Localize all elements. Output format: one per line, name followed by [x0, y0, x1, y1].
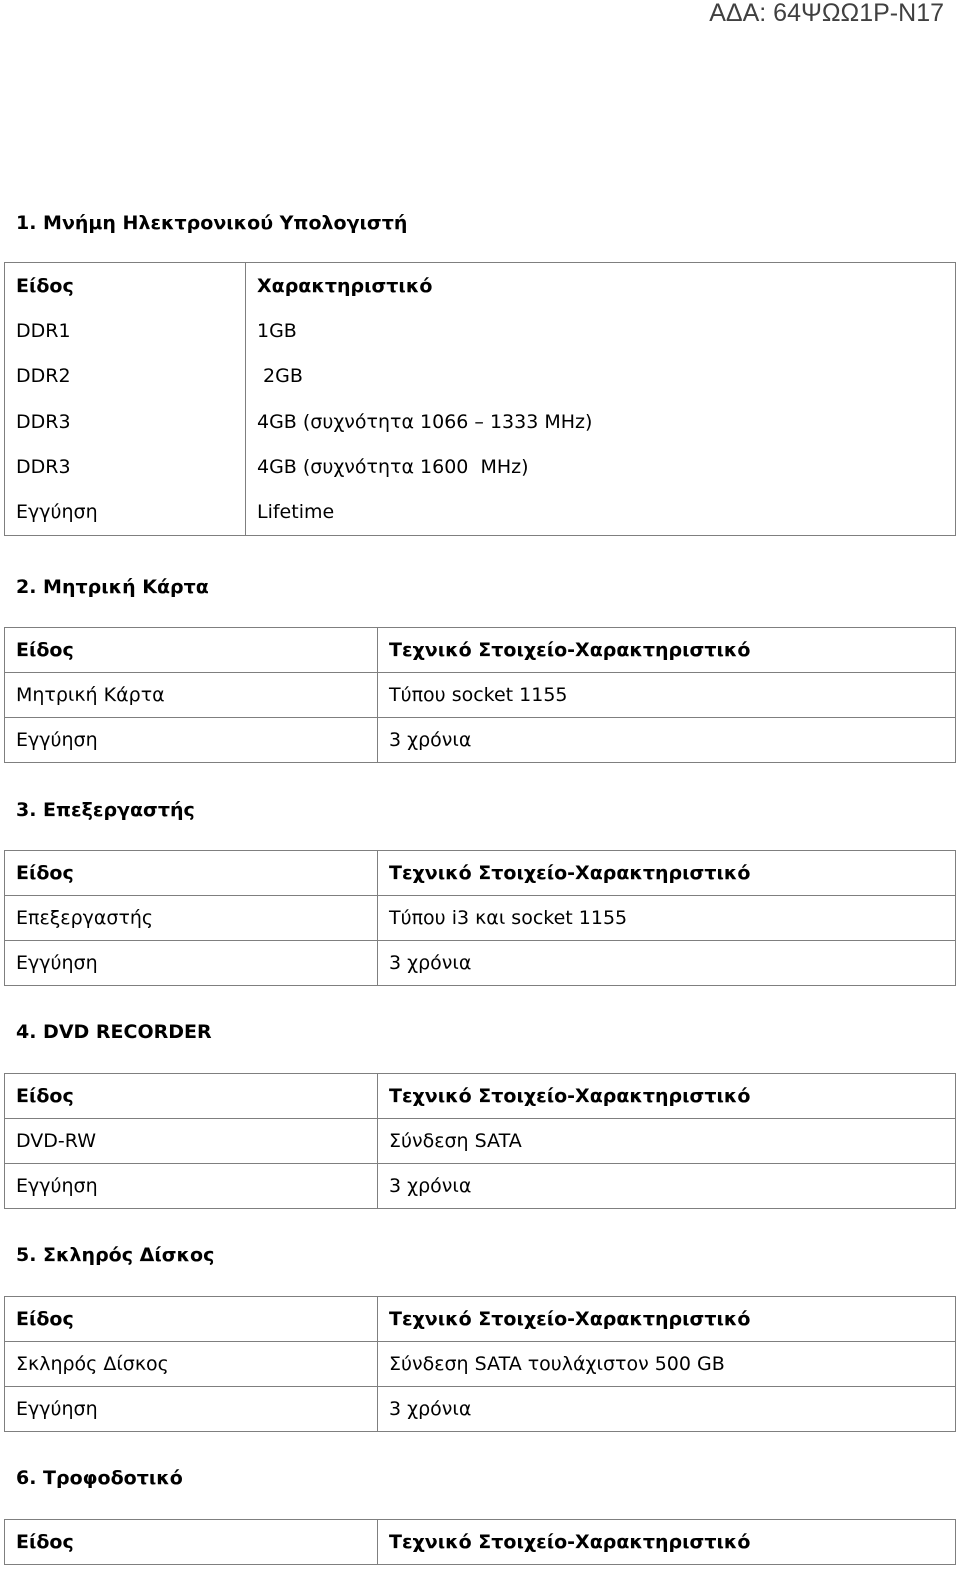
table-header-row — [5, 851, 956, 896]
ada-code: ΑΔΑ: 64ΨΩΩ1Ρ-Ν17 — [709, 0, 944, 27]
col-header-type: Είδος — [5, 851, 378, 896]
cell-value: Σύνδεση SATA — [378, 1119, 956, 1164]
cell-type: Εγγύηση — [5, 718, 378, 763]
cell-type: DDR2 — [5, 354, 246, 399]
section-title-hard-disk: 5. Σκληρός Δίσκος — [16, 1244, 215, 1266]
cell-value: 3 χρόνια — [378, 1387, 956, 1432]
cell-type: Σκληρός Δίσκος — [5, 1342, 378, 1387]
table-row — [5, 399, 956, 444]
cell-type: Εγγύηση — [5, 941, 378, 986]
cell-type: DDR3 — [5, 444, 246, 489]
table-header-row — [5, 1520, 956, 1565]
cell-value: 3 χρόνια — [378, 1164, 956, 1209]
section-title-memory: 1. Μνήμη Ηλεκτρονικού Υπολογιστή — [16, 212, 408, 234]
table-row — [5, 444, 956, 489]
table-row — [5, 896, 956, 941]
memory-spec-table — [4, 262, 956, 536]
section-title-power-supply: 6. Τροφοδοτικό — [16, 1467, 183, 1489]
col-header-type: Είδος — [5, 628, 378, 673]
cell-value: 3 χρόνια — [378, 718, 956, 763]
table-row — [5, 1342, 956, 1387]
cell-value: 1GB — [246, 308, 956, 353]
col-header-type: Είδος — [5, 1297, 378, 1342]
table-row — [5, 941, 956, 986]
col-header-characteristic: Τεχνικό Στοιχείο-Χαρακτηριστικό — [378, 1074, 956, 1119]
power-supply-spec-table — [4, 1519, 956, 1565]
cell-type: DDR3 — [5, 399, 246, 444]
table-header-row — [5, 1074, 956, 1119]
table-row — [5, 718, 956, 763]
cell-value: 4GB (συχνότητα 1600 MHz) — [246, 444, 956, 489]
cell-type: Εγγύηση — [5, 1164, 378, 1209]
section-title-dvd-recorder: 4. DVD RECORDER — [16, 1021, 212, 1043]
table-header-row — [5, 628, 956, 673]
cell-type: DDR1 — [5, 308, 246, 353]
hard-disk-spec-table — [4, 1296, 956, 1432]
cell-type: Επεξεργαστής — [5, 896, 378, 941]
cell-type: Εγγύηση — [5, 489, 246, 535]
table-row — [5, 489, 956, 535]
table-row — [5, 673, 956, 718]
cell-value: 3 χρόνια — [378, 941, 956, 986]
table-row — [5, 1387, 956, 1432]
cell-value: Lifetime — [246, 489, 956, 535]
col-header-characteristic: Χαρακτηριστικό — [246, 263, 956, 309]
col-header-characteristic: Τεχνικό Στοιχείο-Χαρακτηριστικό — [378, 628, 956, 673]
col-header-characteristic: Τεχνικό Στοιχείο-Χαρακτηριστικό — [378, 1520, 956, 1565]
cell-type: Μητρική Κάρτα — [5, 673, 378, 718]
cell-value: Σύνδεση SATA τουλάχιστον 500 GB — [378, 1342, 956, 1387]
col-header-characteristic: Τεχνικό Στοιχείο-Χαρακτηριστικό — [378, 1297, 956, 1342]
table-row — [5, 354, 956, 399]
cell-value: Τύπου socket 1155 — [378, 673, 956, 718]
table-row — [5, 308, 956, 353]
dvd-spec-table — [4, 1073, 956, 1209]
section-title-processor: 3. Επεξεργαστής — [16, 799, 195, 821]
processor-spec-table — [4, 850, 956, 986]
motherboard-spec-table — [4, 627, 956, 763]
cell-type: DVD-RW — [5, 1119, 378, 1164]
col-header-type: Είδος — [5, 1520, 378, 1565]
col-header-type: Είδος — [5, 263, 246, 309]
cell-value: Τύπου i3 και socket 1155 — [378, 896, 956, 941]
section-title-motherboard: 2. Μητρική Κάρτα — [16, 576, 209, 598]
cell-value: 2GB — [246, 354, 956, 399]
table-header-row — [5, 263, 956, 309]
table-row — [5, 1119, 956, 1164]
col-header-type: Είδος — [5, 1074, 378, 1119]
cell-value: 4GB (συχνότητα 1066 – 1333 MHz) — [246, 399, 956, 444]
table-header-row — [5, 1297, 956, 1342]
table-row — [5, 1164, 956, 1209]
col-header-characteristic: Τεχνικό Στοιχείο-Χαρακτηριστικό — [378, 851, 956, 896]
cell-type: Εγγύηση — [5, 1387, 378, 1432]
